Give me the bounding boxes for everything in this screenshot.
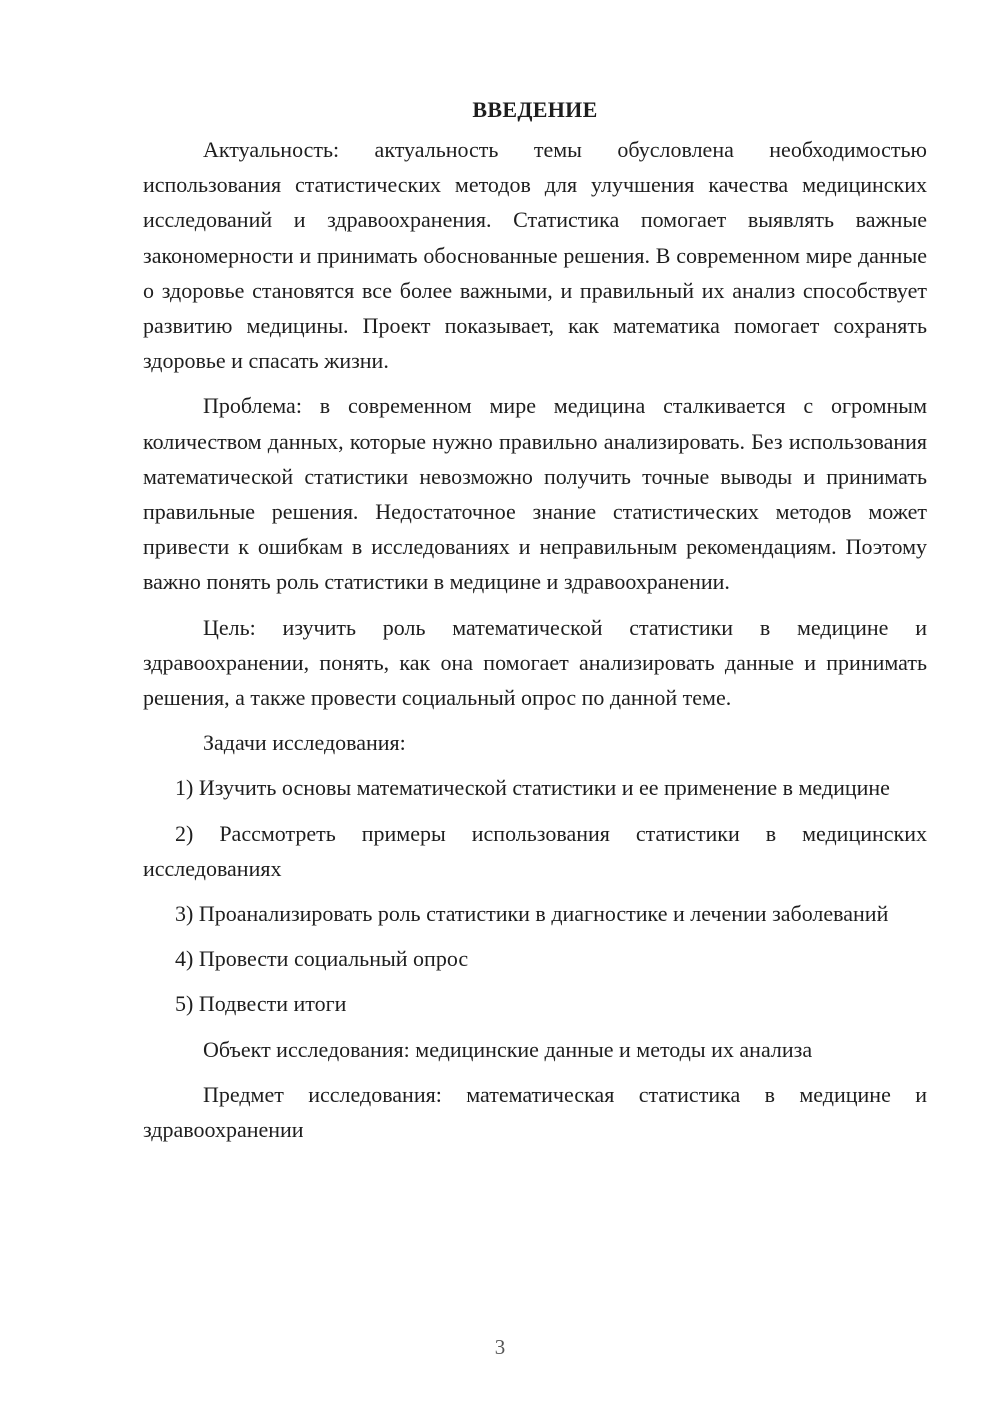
paragraph-goal: Цель: изучить роль математической статистики в медицине и здравоохранении, понять, как она помогает анализировать данные и принимать решения, а также провести социальный опрос по данной теме. <box>143 614 927 711</box>
document-page <box>143 92 927 1157</box>
paragraph-research-subject: Предмет исследования: математическая статистика в медицине и здравоохранении <box>143 1081 927 1143</box>
paragraph-relevance: Актуальность: актуальность темы обусловлена необходимостью использования статистических методов для улучшения качества медицинских исследований и здравоохранения. Статистика помогает выявлять важные закономерности и принимать обоснованные решения. В современном мире данные о здоровье становятся все более важными, и правильный их анализ способствует развитию медицины. Проект показывает, как математика помогает сохранять здоровье и спасать жизни. <box>143 137 927 374</box>
page-title: ВВЕДЕНИЕ <box>472 97 598 122</box>
paragraph-tasks-heading: Задачи исследования: <box>203 730 406 756</box>
task-item-4: 4) Провести социальный опрос <box>175 946 469 972</box>
page-number: 3 <box>494 1335 506 1359</box>
task-item-5: 5) Подвести итоги <box>175 991 347 1017</box>
paragraph-research-object: Объект исследования: медицинские данные и методы их анализа <box>203 1036 813 1062</box>
task-item-3: 3) Проанализировать роль статистики в диагностике и лечении заболеваний <box>175 901 889 927</box>
paragraph-problem: Проблема: в современном мире медицина сталкивается с огромным количеством данных, которые нужно правильно анализировать. Без использования математической статистики невозможно получить точные выводы и принимать правильные решения. Недостаточное знание статистических методов может привести к ошибкам в исследованиях и неправильным рекомендациям. Поэтому важно понять роль статистики в медицине и здравоохранении. <box>143 393 927 595</box>
task-item-1: 1) Изучить основы математической статистики и ее применение в медицине <box>175 775 890 801</box>
task-item-2: 2) Рассмотреть примеры использования статистики в медицинских исследованиях <box>143 820 927 881</box>
